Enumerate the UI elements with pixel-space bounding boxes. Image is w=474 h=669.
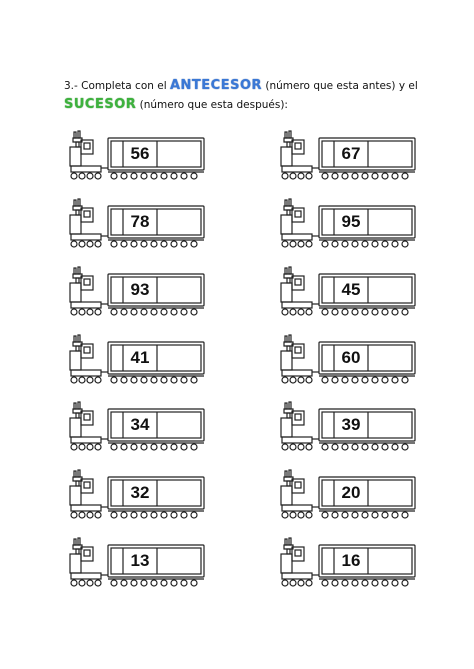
antecesor-keyword: ANTECESOR (169, 78, 263, 93)
sucesor-keyword: SUCESOR (64, 97, 137, 112)
train-number: 32 (130, 483, 150, 502)
train-right-7 (274, 537, 424, 597)
train-left-7 (63, 537, 213, 597)
train-number: 39 (341, 415, 361, 434)
train-right-6 (274, 469, 424, 529)
train-right-5 (274, 401, 424, 461)
train-number: 93 (130, 280, 150, 299)
train-number: 34 (130, 415, 150, 434)
train-left-3 (63, 266, 213, 326)
train-left-4 (63, 334, 213, 394)
train-left-2 (63, 198, 213, 258)
train-right-4 (274, 334, 424, 394)
train-right-1 (274, 130, 424, 190)
train-number: 20 (341, 483, 361, 502)
train-number: 60 (341, 348, 361, 367)
train-number: 95 (341, 212, 361, 231)
instruction-prefix: 3.- Completa con el (64, 80, 167, 92)
train-left-5 (63, 401, 213, 461)
train-number: 13 (130, 551, 150, 570)
train-number: 56 (130, 144, 150, 163)
train-number: 78 (130, 212, 150, 231)
instruction-middle: (número que esta antes) y el (265, 80, 418, 92)
train-number: 41 (130, 348, 150, 367)
train-number: 16 (341, 551, 361, 570)
train-number: 67 (341, 144, 361, 163)
instruction-suffix: (número que esta después): (139, 99, 288, 111)
instruction-line-1 (64, 78, 418, 93)
train-left-6 (63, 469, 213, 529)
train-right-3 (274, 266, 424, 326)
instruction-line-2 (64, 97, 288, 112)
train-left-1 (63, 130, 213, 190)
train-number: 45 (341, 280, 361, 299)
train-right-2 (274, 198, 424, 258)
